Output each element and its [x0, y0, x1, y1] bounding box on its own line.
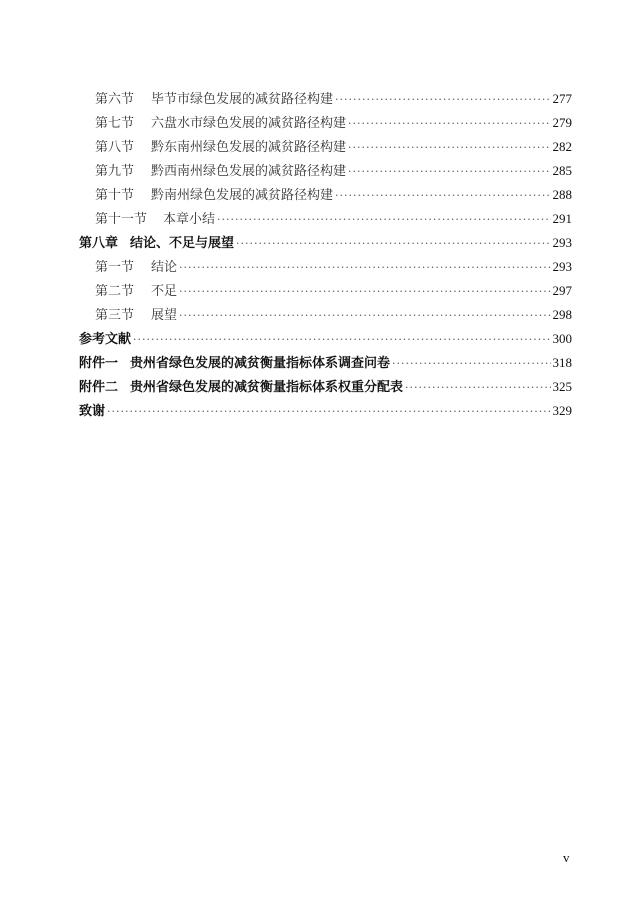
toc-entry-title: 六盘水市绿色发展的减贫路径构建 [151, 116, 347, 131]
toc-entry-title: 参考文献 [79, 332, 132, 347]
toc-entry-section[interactable] [79, 87, 572, 111]
toc-entry-title: 展望 [151, 308, 178, 323]
dot-leader [179, 280, 550, 304]
toc-entry-title: 结论、不足与展望 [130, 236, 235, 251]
toc-entry-number: 第三节 [95, 308, 135, 323]
page-number: v [563, 850, 570, 865]
toc-entry-title: 不足 [151, 284, 178, 299]
toc-entry-appendix[interactable] [79, 351, 572, 375]
toc-entry-page: 297 [552, 283, 572, 298]
toc-entry-number: 第九节 [95, 164, 135, 179]
toc-entry-number: 第一节 [95, 260, 135, 275]
dot-leader [335, 88, 550, 112]
dot-leader [179, 256, 550, 280]
toc-entry-number: 第二节 [95, 284, 135, 299]
toc-entry-page: 288 [552, 187, 572, 202]
table-of-contents [79, 87, 572, 423]
toc-entry-title: 贵州省绿色发展的减贫衡量指标体系权重分配表 [130, 380, 404, 395]
toc-entry-number: 第八章 [79, 236, 119, 251]
dot-leader [236, 232, 550, 256]
toc-entry-number: 附件二 [79, 380, 119, 395]
toc-entry-title: 贵州省绿色发展的减贫衡量指标体系调查问卷 [130, 356, 391, 371]
toc-entry-number: 第七节 [95, 116, 135, 131]
toc-entry-section[interactable] [79, 279, 572, 303]
toc-entry-title: 致谢 [79, 404, 106, 419]
dot-leader [107, 400, 550, 424]
toc-entry-section[interactable] [79, 111, 572, 135]
toc-entry-number: 第六节 [95, 92, 135, 107]
toc-entry-page: 325 [552, 379, 572, 394]
toc-entry-title: 结论 [151, 260, 178, 275]
toc-entry-section[interactable] [79, 135, 572, 159]
toc-entry-number: 附件一 [79, 356, 119, 371]
toc-entry-acknowledgements[interactable] [79, 399, 572, 423]
toc-entry-page: 298 [552, 307, 572, 322]
toc-entry-number: 第八节 [95, 140, 135, 155]
toc-entry-page: 293 [552, 235, 572, 250]
dot-leader [348, 112, 550, 136]
dot-leader [335, 184, 550, 208]
toc-entry-page: 277 [552, 91, 572, 106]
toc-entry-section[interactable] [79, 183, 572, 207]
toc-entry-page: 329 [552, 403, 572, 418]
toc-entry-page: 279 [552, 115, 572, 130]
dot-leader [348, 136, 550, 160]
toc-entry-section[interactable] [79, 255, 572, 279]
dot-leader [179, 304, 550, 328]
toc-entry-section[interactable] [79, 159, 572, 183]
toc-entry-page: 285 [552, 163, 572, 178]
toc-entry-section[interactable] [79, 207, 572, 231]
toc-entry-page: 291 [552, 211, 572, 226]
toc-entry-title: 黔南州绿色发展的减贫路径构建 [151, 188, 334, 203]
dot-leader [392, 352, 550, 376]
toc-entry-title: 黔西南州绿色发展的减贫路径构建 [151, 164, 347, 179]
dot-leader [217, 208, 550, 232]
toc-entry-number: 第十节 [95, 188, 135, 203]
toc-entry-number: 第十一节 [95, 212, 148, 227]
toc-entry-chapter[interactable] [79, 231, 572, 255]
toc-entry-page: 318 [552, 355, 572, 370]
toc-entry-section[interactable] [79, 303, 572, 327]
dot-leader [348, 160, 550, 184]
toc-entry-title: 本章小结 [163, 212, 216, 227]
toc-entry-page: 293 [552, 259, 572, 274]
toc-entry-page: 282 [552, 139, 572, 154]
toc-entry-page: 300 [552, 331, 572, 346]
toc-entry-title: 毕节市绿色发展的减贫路径构建 [151, 92, 334, 107]
dot-leader [405, 376, 550, 400]
toc-entry-title: 黔东南州绿色发展的减贫路径构建 [151, 140, 347, 155]
toc-entry-appendix[interactable] [79, 375, 572, 399]
toc-entry-references[interactable] [79, 327, 572, 351]
dot-leader [133, 328, 550, 352]
